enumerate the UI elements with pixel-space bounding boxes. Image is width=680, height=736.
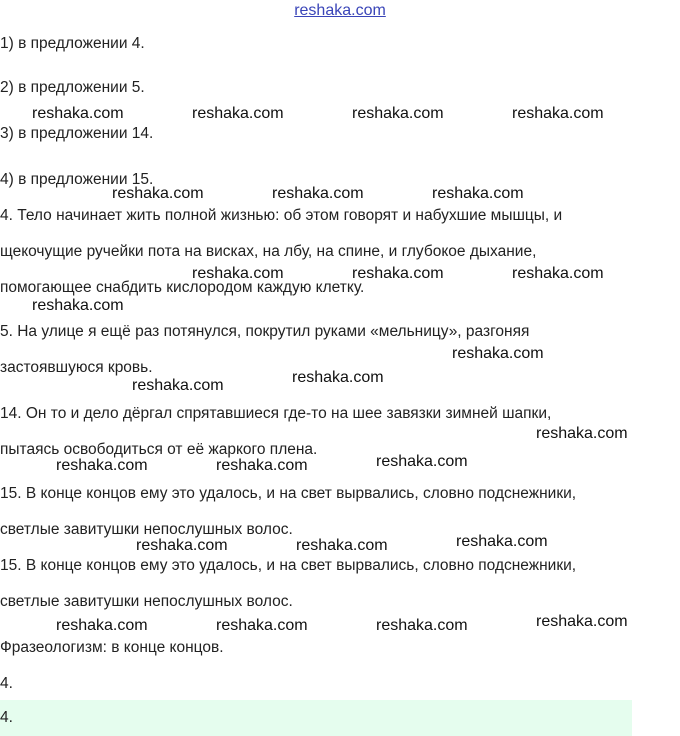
watermark: reshaka.com [432,185,524,202]
text-line: светлые завитушки непослушных волос. [0,593,293,610]
watermark: reshaka.com [216,617,308,634]
watermark: reshaka.com [296,537,388,554]
answer-highlight [0,700,632,736]
watermark: reshaka.com [192,105,284,122]
watermark: reshaka.com [456,533,548,550]
watermark: reshaka.com [216,457,308,474]
watermark: reshaka.com [272,185,364,202]
answer-highlighted-text: 4. [0,709,13,726]
watermark: reshaka.com [32,105,124,122]
watermark: reshaka.com [56,617,148,634]
text-line: помогающее снабдить кислородом каждую клетку. [0,279,365,296]
text-line: 4. Тело начинает жить полной жизнью: об этом говорят и набухшие мышцы, и [0,207,563,224]
option-2: 2) в предложении 5. [0,79,145,96]
text-line: 5. На улице я ещё раз потянулся, покрутил руками «мельницу», разгоняя [0,323,530,340]
watermark: reshaka.com [512,105,604,122]
text-line: щекочущие ручейки пота на висках, на лбу, на спине, и глубокое дыхание, [0,243,537,260]
option-4: 4) в предложении 15. [0,171,154,188]
watermark: reshaka.com [536,613,628,630]
watermark: reshaka.com [376,453,468,470]
watermark: reshaka.com [292,369,384,386]
watermark: reshaka.com [512,265,604,282]
watermark: reshaka.com [452,345,544,362]
answer-line: 4. [0,675,13,692]
text-line: светлые завитушки непослушных волос. [0,521,293,538]
watermark: reshaka.com [352,265,444,282]
phraseologism-line: Фразеологизм: в конце концов. [0,639,224,656]
watermark: reshaka.com [536,425,628,442]
watermark: reshaka.com [32,297,124,314]
text-line: застоявшуюся кровь. [0,359,153,376]
option-3: 3) в предложении 14. [0,125,154,142]
option-1: 1) в предложении 4. [0,35,145,52]
watermark: reshaka.com [112,185,204,202]
text-line: 15. В конце концов ему это удалось, и на свет вырвались, словно подснежники, [0,557,577,574]
text-line: 15. В конце концов ему это удалось, и на свет вырвались, словно подснежники, [0,485,577,502]
watermark: reshaka.com [376,617,468,634]
text-line: 14. Он то и дело дёргал спрятавшиеся где-то на шее завязки зимней шапки, [0,405,552,422]
site-header-link[interactable]: reshaka.com [294,2,386,19]
watermark: reshaka.com [136,537,228,554]
watermark: reshaka.com [192,265,284,282]
text-line: пытаясь освободиться от её жаркого плена. [0,441,318,458]
watermark: reshaka.com [132,377,224,394]
watermark: reshaka.com [56,457,148,474]
watermark: reshaka.com [352,105,444,122]
